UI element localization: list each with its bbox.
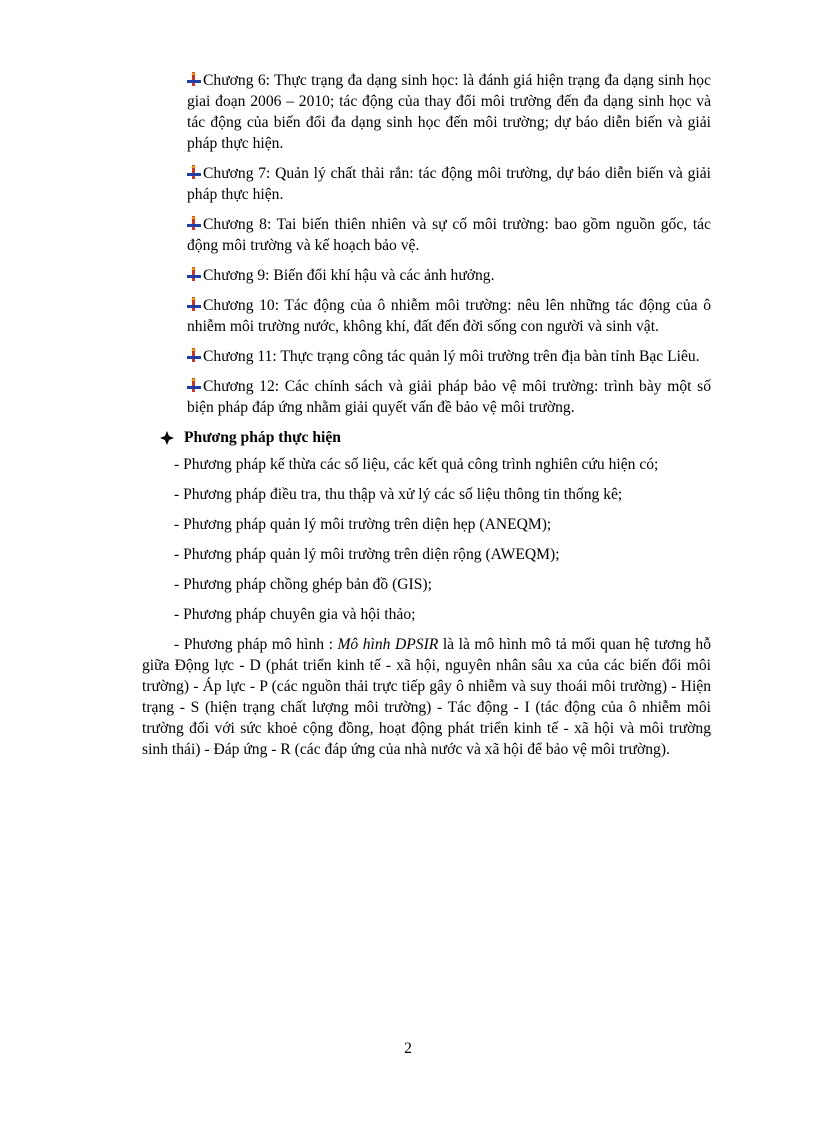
method-list	[142, 454, 711, 760]
chapter-item-9	[142, 265, 711, 286]
model-name: Mô hình DPSIR	[337, 636, 439, 653]
chapter-text: Chương 6: Thực trạng đa dạng sinh học: là đánh giá hiện trạng đa dạng sinh học giai đoạn 2006 – 2010; tác động của thay đổi môi trường đến đa dạng sinh học và tác động của biến đổi đa dạng sinh học đến môi trường; dự báo diễn biến và giải pháp thực hiện.	[187, 72, 711, 152]
method-item: - Phương pháp chuyên gia và hội thảo;	[174, 606, 416, 623]
chapter-text: Chương 8: Tai biến thiên nhiên và sự cố môi trường: bao gồm nguồn gốc, tác động môi trường và kế hoạch bảo vệ.	[187, 216, 711, 254]
page-content	[142, 70, 711, 760]
chapter-text: Chương 10: Tác động của ô nhiễm môi trường: nêu lên những tác động của ô nhiễm môi trường nước, không khí, đất đến đời sống con người và sinh vật.	[187, 297, 711, 335]
arrow-bullet-icon	[187, 72, 201, 86]
chapter-list	[142, 70, 711, 418]
arrow-bullet-icon	[187, 216, 201, 230]
method-item: - Phương pháp chồng ghép bản đồ (GIS);	[174, 576, 432, 593]
method-item: - Phương pháp kế thừa các số liệu, các kết quả công trình nghiên cứu hiện có;	[174, 456, 659, 473]
chapter-item-6	[142, 70, 711, 154]
chapter-text: Chương 12: Các chính sách và giải pháp bảo vệ môi trường: trình bày một số biện pháp đáp ứng nhằm giải quyết vấn đề bảo vệ môi trường.	[187, 378, 711, 416]
arrow-bullet-icon	[187, 348, 201, 362]
method-model-paragraph	[142, 634, 711, 760]
chapter-item-10	[142, 295, 711, 337]
chapter-item-8	[142, 214, 711, 256]
method-item: - Phương pháp quản lý môi trường trên diện rộng (AWEQM);	[174, 546, 560, 563]
chapter-text: Chương 11: Thực trạng công tác quản lý môi trường trên địa bàn tỉnh Bạc Liêu.	[203, 348, 700, 365]
chapter-text: Chương 7: Quản lý chất thải rắn: tác động môi trường, dự báo diễn biến và giải pháp thực hiện.	[187, 165, 711, 203]
chapter-item-12	[142, 376, 711, 418]
arrow-bullet-icon	[187, 267, 201, 281]
section-heading	[160, 427, 711, 448]
arrow-bullet-icon	[187, 297, 201, 311]
arrow-bullet-icon	[187, 165, 201, 179]
model-description: là là mô hình mô tả mối quan hệ tương hỗ giữa Động lực - D (phát triển kinh tế - xã hội, nguyên nhân sâu xa của các biến đổi môi trường) - Áp lực - P (các nguồn thải trực tiếp gây ô nhiễm và suy thoái môi trường) - Hiện trạng - S (hiện trạng chất lượng môi trường) - Tác động - I (tác động của ô nhiễm môi trường đối với sức khoẻ cộng đồng, hoạt động phát triển kinh tế - xã hội và môi trường sinh thái) - Đáp ứng - R (các đáp ứng của nhà nước và xã hội để bảo vệ môi trường).	[142, 636, 711, 758]
method-item: - Phương pháp điều tra, thu thập và xử lý các số liệu thông tin thống kê;	[174, 486, 623, 503]
chapter-item-7	[142, 163, 711, 205]
method-item: - Phương pháp quản lý môi trường trên diện hẹp (ANEQM);	[174, 516, 552, 533]
page-number: 2	[404, 1040, 412, 1057]
diamond-bullet-icon	[160, 431, 174, 445]
section-heading-text: Phương pháp thực hiện	[184, 429, 341, 446]
chapter-item-11	[142, 346, 711, 367]
arrow-bullet-icon	[187, 378, 201, 392]
chapter-text: Chương 9: Biến đổi khí hậu và các ảnh hưởng.	[203, 267, 495, 284]
method-model-prefix: - Phương pháp mô hình :	[174, 636, 338, 653]
